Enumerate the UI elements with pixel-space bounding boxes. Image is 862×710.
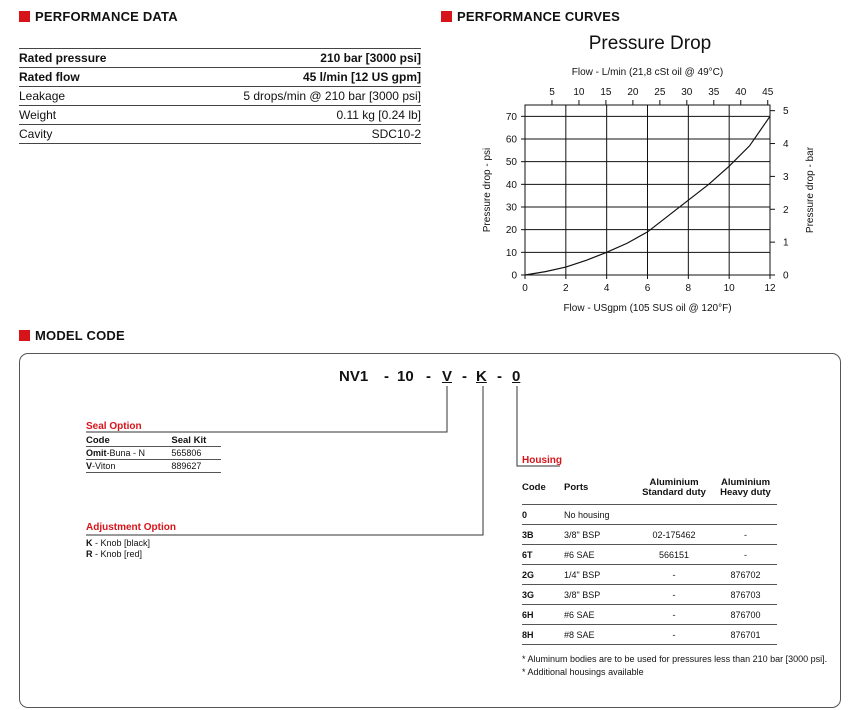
housing-standard-duty: - xyxy=(634,565,714,585)
top-tick-label: 45 xyxy=(762,87,774,98)
housing-header-cell: Code xyxy=(522,472,564,505)
housing-connector-line xyxy=(517,386,560,466)
housing-standard-duty: 566151 xyxy=(634,545,714,565)
code-part: K xyxy=(476,368,487,385)
housing-heavy-duty: 876703 xyxy=(714,585,777,605)
housing-ports: No housing xyxy=(564,505,634,525)
housing-row xyxy=(522,545,777,565)
adjustment-option-title: Adjustment Option xyxy=(86,522,176,533)
chart-title: Pressure Drop xyxy=(588,33,712,54)
seal-code-cell xyxy=(86,460,167,473)
seal-code: Omit xyxy=(86,448,107,458)
seal-desc: -Viton xyxy=(92,461,116,471)
y-tick-label: 30 xyxy=(505,202,517,214)
housing-ports: 1/4" BSP xyxy=(564,565,634,585)
housing-code: 2G xyxy=(522,565,564,585)
top-tick-label: 15 xyxy=(600,87,612,98)
right-tick-label: 1 xyxy=(783,237,789,249)
seal-header-cell: Code xyxy=(86,434,167,447)
performance-label: Rated flow xyxy=(19,68,152,87)
housing-title: Housing xyxy=(522,455,562,466)
housing-ports: #8 SAE xyxy=(564,625,634,645)
adjustment-item xyxy=(86,549,150,560)
adjustment-code: K xyxy=(86,538,93,548)
code-part: V xyxy=(442,368,453,385)
housing-header-cell: Aluminium Heavy duty xyxy=(714,472,777,505)
housing-table xyxy=(522,472,777,645)
performance-label: Cavity xyxy=(19,125,152,144)
housing-heavy-duty: - xyxy=(714,525,777,545)
housing-row xyxy=(522,585,777,605)
top-tick-label: 35 xyxy=(708,87,720,98)
housing-note-2: * Additional housings available xyxy=(522,667,644,677)
performance-curves-heading: PERFORMANCE CURVES xyxy=(441,9,620,24)
y-tick-label: 60 xyxy=(505,134,517,146)
right-axis-label: Pressure drop - bar xyxy=(805,146,816,234)
code-part: - xyxy=(384,368,389,385)
adjustment-option-list xyxy=(86,538,150,560)
right-tick-label: 0 xyxy=(783,270,789,282)
seal-header-row xyxy=(86,434,221,447)
housing-standard-duty: - xyxy=(634,585,714,605)
y-tick-label: 20 xyxy=(505,225,517,237)
housing-header-row xyxy=(522,472,777,505)
code-part: - xyxy=(497,368,502,385)
housing-row xyxy=(522,505,777,525)
housing-row xyxy=(522,525,777,545)
housing-standard-duty xyxy=(634,505,714,525)
right-tick-label: 5 xyxy=(783,106,789,118)
adjustment-desc: - Knob [red] xyxy=(92,549,143,559)
code-part: 10 xyxy=(397,368,414,385)
seal-kit: 565806 xyxy=(167,447,221,460)
performance-value: 5 drops/min @ 210 bar [3000 psi] xyxy=(152,87,421,106)
x-tick-label: 8 xyxy=(685,283,692,294)
top-tick-label: 10 xyxy=(573,87,585,98)
housing-heavy-duty: 876700 xyxy=(714,605,777,625)
y-tick-label: 10 xyxy=(505,247,517,259)
top-tick-label: 30 xyxy=(681,87,693,98)
seal-header-cell: Seal Kit xyxy=(167,434,221,447)
x-tick-label: 0 xyxy=(522,283,528,294)
adjustment-desc: - Knob [black] xyxy=(92,538,151,548)
right-tick-label: 3 xyxy=(783,171,789,183)
x-tick-label: 2 xyxy=(563,283,569,294)
y-tick-label: 40 xyxy=(505,179,517,191)
code-part: - xyxy=(462,368,467,385)
seal-option-table xyxy=(86,434,221,473)
housing-ports: 3/8" BSP xyxy=(564,525,634,545)
seal-kit: 889627 xyxy=(167,460,221,473)
performance-label: Leakage xyxy=(19,87,152,106)
performance-label: Rated pressure xyxy=(19,49,152,68)
housing-row xyxy=(522,625,777,645)
housing-heavy-duty: - xyxy=(714,545,777,565)
right-tick-label: 4 xyxy=(783,139,789,151)
housing-standard-duty: 02-175462 xyxy=(634,525,714,545)
adjustment-item xyxy=(86,538,150,549)
performance-data-heading: PERFORMANCE DATA xyxy=(19,9,178,24)
performance-label: Weight xyxy=(19,106,152,125)
housing-heavy-duty xyxy=(714,505,777,525)
x-axis-label: Flow - USgpm (105 SUS oil @ 120°F) xyxy=(563,303,732,314)
model-code-heading: MODEL CODE xyxy=(19,328,125,343)
housing-heavy-duty: 876701 xyxy=(714,625,777,645)
seal-desc: -Buna - N xyxy=(106,448,146,458)
y-axis-label: Pressure drop - psi xyxy=(482,147,493,233)
housing-heavy-duty: 876702 xyxy=(714,565,777,585)
seal-option-title: Seal Option xyxy=(86,421,142,432)
housing-code: 3B xyxy=(522,525,564,545)
housing-standard-duty: - xyxy=(634,625,714,645)
code-part: - xyxy=(426,368,431,385)
housing-note-1: * Aluminum bodies are to be used for pressures less than 210 bar [3000 psi]. xyxy=(522,654,828,664)
seal-row xyxy=(86,447,221,460)
housing-ports: #6 SAE xyxy=(564,545,634,565)
x-tick-label: 12 xyxy=(764,283,776,294)
x-tick-label: 6 xyxy=(644,283,651,294)
x-tick-label: 4 xyxy=(603,283,610,294)
x-tick-label: 10 xyxy=(723,283,735,294)
housing-code: 6H xyxy=(522,605,564,625)
housing-ports: #6 SAE xyxy=(564,605,634,625)
housing-header-cell: Aluminium Standard duty xyxy=(634,472,714,505)
y-tick-label: 70 xyxy=(505,111,517,123)
housing-header-cell: Ports xyxy=(564,472,634,505)
housing-code: 8H xyxy=(522,625,564,645)
adjustment-code: R xyxy=(86,549,93,559)
right-tick-label: 2 xyxy=(783,204,789,216)
performance-value: 210 bar [3000 psi] xyxy=(152,49,421,68)
housing-row xyxy=(522,605,777,625)
code-part: 0 xyxy=(512,368,521,385)
code-part: NV1 xyxy=(339,368,369,385)
top-tick-label: 20 xyxy=(627,87,639,98)
housing-code: 3G xyxy=(522,585,564,605)
performance-value: SDC10-2 xyxy=(152,125,421,144)
housing-standard-duty: - xyxy=(634,605,714,625)
y-tick-label: 50 xyxy=(505,157,517,169)
seal-code: V xyxy=(86,461,93,471)
housing-code: 6T xyxy=(522,545,564,565)
seal-code-cell xyxy=(86,447,167,460)
housing-ports: 3/8" BSP xyxy=(564,585,634,605)
top-tick-label: 5 xyxy=(549,87,555,98)
y-tick-label: 0 xyxy=(511,270,517,282)
top-axis-label: Flow - L/min (21,8 cSt oil @ 49°C) xyxy=(571,67,724,78)
housing-code: 0 xyxy=(522,505,564,525)
seal-row xyxy=(86,460,221,473)
top-tick-label: 40 xyxy=(735,87,747,98)
housing-row xyxy=(522,565,777,585)
top-tick-label: 25 xyxy=(654,87,666,98)
performance-value: 0.11 kg [0.24 lb] xyxy=(152,106,421,125)
performance-value: 45 l/min [12 US gpm] xyxy=(152,68,421,87)
